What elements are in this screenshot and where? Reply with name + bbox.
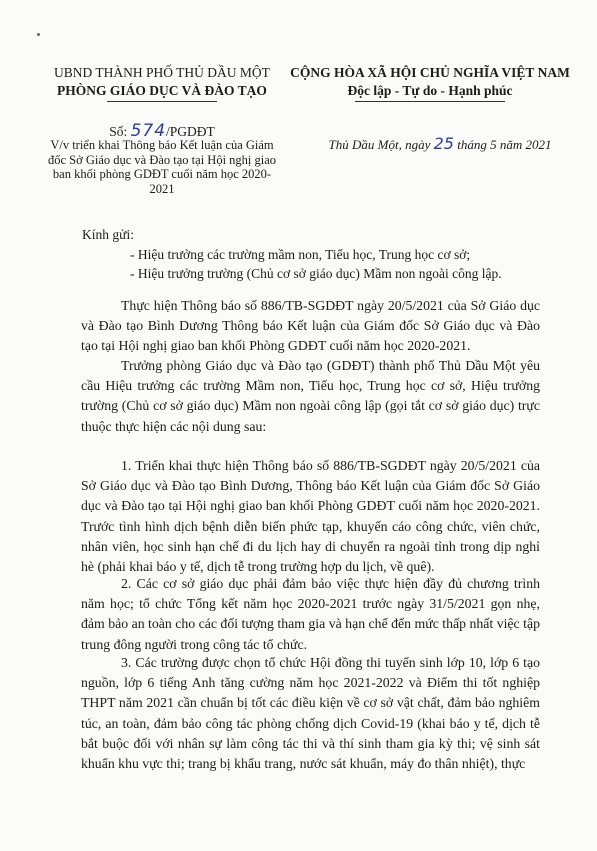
recipient-2: - Hiệu trưởng trường (Chủ cơ sở giáo dục) Mầm non ngoài công lập. [130, 266, 502, 281]
doc-number-prefix: Số: [109, 124, 131, 139]
date-day-handwritten: 25 [433, 134, 454, 153]
doc-number-suffix: /PGDĐT [166, 124, 215, 139]
doc-number-handwritten: 574 [130, 121, 167, 141]
date-prefix: Thủ Dầu Một, ngày [328, 137, 434, 152]
body-paragraph-4: 2. Các cơ sở giáo dục phải đảm bảo việc thực hiện đầy đủ chương trình năm học; tổ chức Tổng kết năm học 2020-2021 trước ngày 31/5/2021 gọn nhẹ, đảm bảo an toàn cho các đối tượng tham gia và hạn chế đến mức thấp nhất việc tập trung đông người trong công tác tổ chức. [81, 576, 540, 652]
national-header [280, 64, 580, 102]
authority-line-1: UBND THÀNH PHỐ THỦ DẦU MỘT [54, 65, 270, 80]
national-motto: Độc lập - Tự do - Hạnh phúc [347, 83, 513, 98]
issuing-authority [42, 64, 282, 102]
authority-underline [107, 101, 217, 102]
greeting: Kính gửi: [82, 227, 134, 242]
body-paragraph-2: Trưởng phòng Giáo dục và Đào tạo (GDĐT) thành phố Thủ Dầu Một yêu cầu Hiệu trưởng các trường Mầm non, Tiểu học, Trung học cơ sở, Hiệu trưởng trường (Chủ cơ sở giáo dục) Mầm non ngoài công lập (gọi tắt cơ sở giáo dục) trực thuộc thực hiện các nội dung sau: [81, 358, 540, 434]
body-paragraph-3: 1. Triển khai thực hiện Thông báo số 886/TB-SGDĐT ngày 20/5/2021 của Sở Giáo dục và Đào tạo Bình Dương, Thông báo Kết luận của Giám đốc Sở Giáo dục và Đào tạo tại Hội nghị giao ban khối Phòng GDĐT cuối năm học 2020-2021. Trước tình hình dịch bệnh diễn biến phức tạp, khuyến cáo công chức, viên chức, nhân viên, học sinh hạn chế đi du lịch hay di chuyển ra ngoài tỉnh trong dịp nghỉ hè (phải khai báo y tế, dịch tễ trong trường hợp du lịch, về quê). [81, 458, 540, 575]
issue-date [305, 134, 575, 153]
body-paragraph-1: Thực hiện Thông báo số 886/TB-SGDĐT ngày 20/5/2021 của Sở Giáo dục và Đào tạo Bình Dương Thông báo Kết luận của Giám đốc Sở Giáo dục và Đào tạo tại Hội nghị giao ban khối Phòng GDĐT cuối năm học 2020-2021. [81, 298, 540, 354]
nation-title: CỘNG HÒA XÃ HỘI CHỦ NGHĨA VIỆT NAM [290, 65, 570, 80]
date-suffix: tháng 5 năm 2021 [453, 137, 552, 152]
scan-speck-icon [37, 33, 40, 36]
body-paragraph-5: 3. Các trường được chọn tổ chức Hội đồng thi tuyển sinh lớp 10, lớp 6 tạo nguồn, lớp 6 tiếng Anh tăng cường năm học 2021-2022 và Điểm thi tốt nghiệp THPT năm 2021 cần chuẩn bị tốt các điều kiện về cơ sở vật chất, đảm bảo nghiêm túc, an toàn, đảm bảo công tác phòng chống dịch Covid-19 (khai báo y tế, dịch tễ bắt buộc đối với nhân sự làm công tác thi và thí sinh tham gia kỳ thi; vệ sinh sát khuẩn khu vực thi; trang bị khẩu trang, nước sát khuẩn, máy đo thân nhiệt), thực [81, 655, 540, 772]
document-subject: V/v triển khai Thông báo Kết luận của Giám đốc Sở Giáo dục và Đào tạo tại Hội nghị giao ban khối phòng GDĐT cuối năm học 2020-2021 [47, 138, 277, 196]
recipient-1: - Hiệu trưởng các trường mầm non, Tiểu học, Trung học cơ sở; [130, 247, 471, 262]
motto-underline [355, 101, 505, 102]
authority-line-2: PHÒNG GIÁO DỤC VÀ ĐÀO TẠO [57, 83, 267, 98]
